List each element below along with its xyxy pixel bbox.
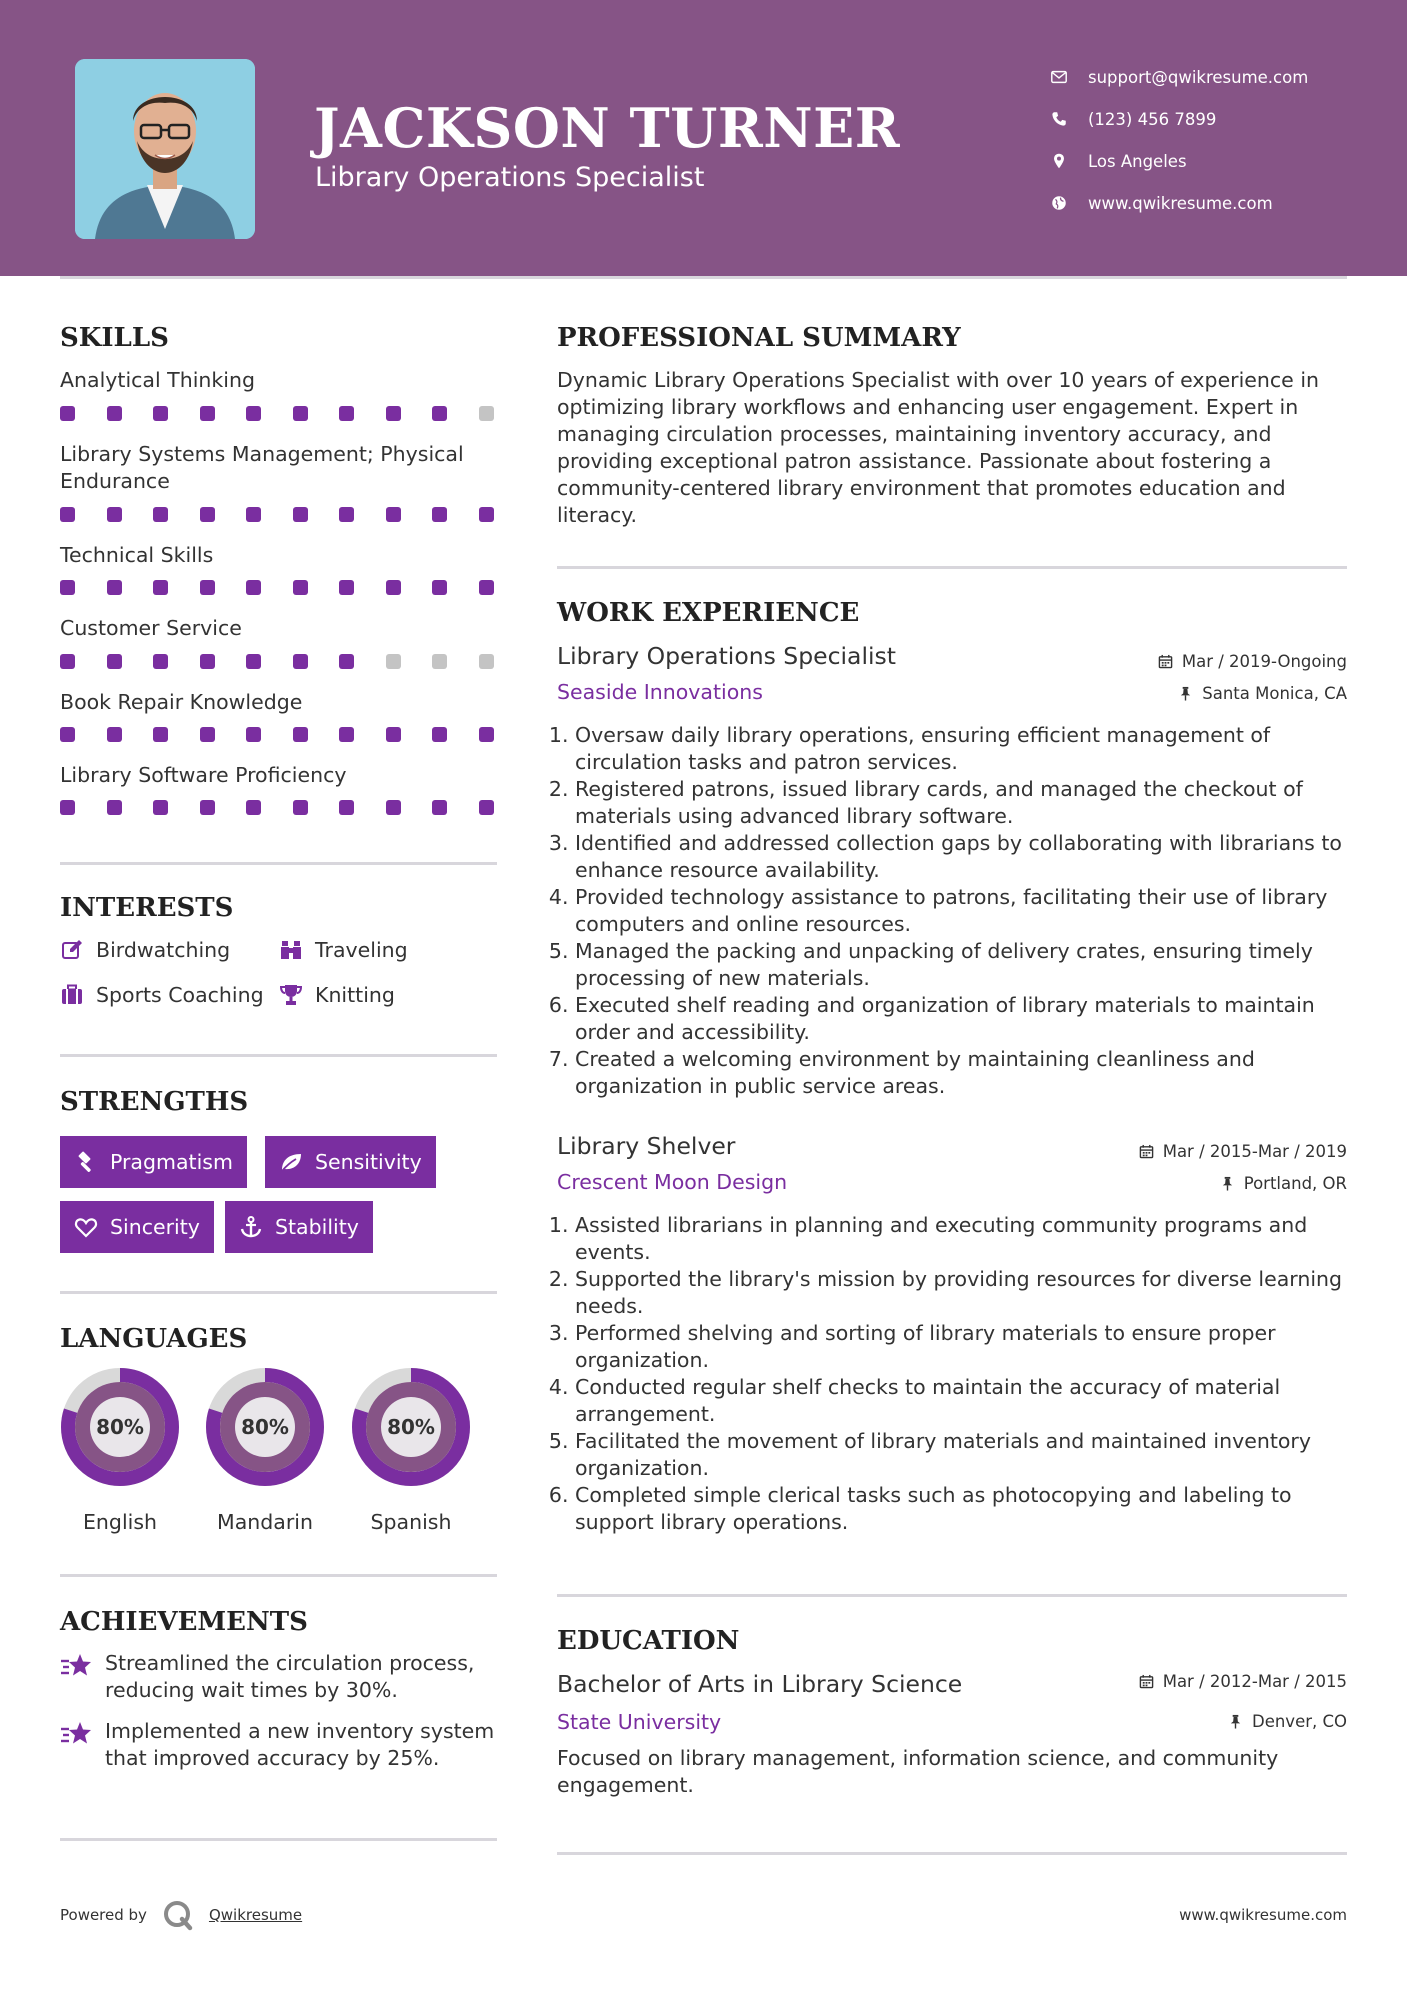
strengths-title: STRENGTHS [60,1087,249,1117]
qwikresume-logo-icon [161,1898,195,1932]
education-location-text: Denver, CO [1251,1712,1347,1731]
rating-dot-filled [432,727,447,742]
rating-dot-filled [339,406,354,421]
rating-dot-filled [293,507,308,522]
rating-dot-filled [386,406,401,421]
language-percent: 80% [387,1415,435,1439]
language-item [350,1366,472,1534]
job-location-text: Santa Monica, CA [1202,684,1347,703]
rating-dot-filled [60,654,75,669]
job-dates-text: Mar / 2019-Ongoing [1181,652,1347,671]
interest-item [279,938,408,962]
duty-item: 1. Oversaw daily library operations, ensuring efficient management of circulation tasks and patron services. [575,722,1345,776]
strengths-divider [60,1291,497,1294]
duty-item: 2. Supported the library's mission by providing resources for diverse learning needs. [575,1266,1345,1320]
rating-dot-filled [153,580,168,595]
skill-rating [60,654,525,669]
skill-name: Customer Service [60,616,242,640]
education-location [1228,1712,1347,1731]
job-duties [575,1212,1345,1536]
trophy-icon [279,983,303,1007]
rating-dot-filled [153,406,168,421]
footer-website[interactable]: www.qwikresume.com [1179,1906,1347,1924]
language-name: Spanish [370,1510,452,1534]
duty-item: 4. Provided technology assistance to patrons, facilitating their use of library computers and online resources. [575,884,1345,938]
rating-dot-filled [432,800,447,815]
duty-item: 4. Conducted regular shelf checks to maintain the accuracy of material arrangement. [575,1374,1345,1428]
education-school: State University [557,1710,722,1734]
duty-item: 6. Executed shelf reading and organization of library materials to maintain order and accessibility. [575,992,1345,1046]
rating-dot-filled [386,800,401,815]
contact-location-text: Los Angeles [1088,151,1187,171]
job-title: Library Operations Specialist [557,642,896,670]
strength-tag [225,1201,373,1253]
rating-dot-filled [246,654,261,669]
interest-item [60,938,230,962]
rating-dot-filled [200,507,215,522]
language-ring [59,1366,181,1488]
skill-rating [60,800,525,815]
skill-name: Library Systems Management; Physical Endurance [60,442,464,493]
contact-location [1050,140,1308,182]
contact-website-text: www.qwikresume.com [1088,193,1273,213]
strength-tag [60,1201,214,1253]
job-company: Seaside Innovations [557,680,763,704]
skill-name: Technical Skills [60,543,214,567]
interest-label: Birdwatching [96,938,231,962]
job-dates [1139,1142,1347,1161]
rating-dot-filled [153,727,168,742]
rating-dot-filled [246,507,261,522]
rating-dot-filled [246,800,261,815]
candidate-role: Library Operations Specialist [315,162,705,193]
interests-title: INTERESTS [60,893,234,923]
rating-dot-filled [479,727,494,742]
skill-rating [60,507,525,522]
duty-item: 3. Performed shelving and sorting of library materials to ensure proper organization. [575,1320,1345,1374]
profile-photo [75,59,255,239]
job-dates [1158,652,1347,671]
achievement-text: Implemented a new inventory system that improved accuracy by 25%. [105,1719,495,1770]
rating-dot-filled [293,580,308,595]
rating-dot-filled [293,800,308,815]
rating-dot-filled [386,580,401,595]
summary-title: PROFESSIONAL SUMMARY [557,323,961,353]
achievements-divider [60,1838,497,1841]
rating-dot-filled [479,580,494,595]
rating-dot-filled [200,654,215,669]
rating-dot-filled [60,580,75,595]
strength-tag [265,1136,436,1188]
footer-powered-by [60,1898,302,1932]
briefcase-icon [60,983,84,1007]
pushpin-icon [1178,686,1193,701]
experience-divider [557,1594,1347,1597]
job-dates-text: Mar / 2015-Mar / 2019 [1162,1142,1347,1161]
rating-dot-filled [107,580,122,595]
contact-phone-text: (123) 456 7899 [1088,109,1217,129]
rating-dot-filled [339,507,354,522]
education-degree: Bachelor of Arts in Library Science [557,1670,963,1698]
experience-title: WORK EXPERIENCE [557,598,860,628]
rating-dot-filled [107,507,122,522]
skill-rating [60,727,525,742]
interest-label: Sports Coaching [96,983,264,1007]
contact-email-text: support@qwikresume.com [1088,67,1309,87]
languages-divider [60,1574,497,1577]
strength-label: Stability [275,1215,359,1239]
achievement-text: Streamlined the circulation process, reducing wait times by 30%. [105,1651,475,1702]
rating-dot-filled [293,406,308,421]
calendar-icon [1158,654,1173,669]
qwikresume-link[interactable]: Qwikresume [208,1906,303,1924]
resume-header [0,0,1407,276]
languages-title: LANGUAGES [60,1324,248,1354]
rating-dot-filled [200,580,215,595]
anchor-icon [239,1215,263,1239]
education-divider [557,1852,1347,1855]
rating-dot-filled [200,800,215,815]
rating-dot-empty [479,406,494,421]
globe-icon [1050,194,1068,212]
job-location-text: Portland, OR [1243,1174,1347,1193]
strength-label: Sensitivity [315,1150,422,1174]
binoculars-icon [279,938,303,962]
shooting-star-icon [60,1720,92,1748]
rating-dot-filled [246,580,261,595]
candidate-name: JACKSON TURNER [314,96,901,160]
rating-dot-filled [200,727,215,742]
rating-dot-filled [60,406,75,421]
job-duties [575,722,1345,1100]
envelope-icon [1050,68,1068,86]
interests-divider [60,1054,497,1057]
rating-dot-filled [60,507,75,522]
language-name: English [82,1510,158,1534]
interest-item [279,983,395,1007]
rating-dot-filled [60,727,75,742]
strength-tag [60,1136,247,1188]
skill-rating [60,580,525,595]
rating-dot-filled [386,727,401,742]
heart-icon [74,1215,98,1239]
skill-name: Library Software Proficiency [60,763,347,787]
rating-dot-filled [339,727,354,742]
duty-item: 6. Completed simple clerical tasks such as photocopying and labeling to support library operations. [575,1482,1345,1536]
strength-label: Pragmatism [110,1150,233,1174]
rating-dot-filled [246,727,261,742]
rating-dot-filled [339,800,354,815]
summary-text: Dynamic Library Operations Specialist with over 10 years of experience in optimizing library workflows and enhancing user engagement. Expert in managing circulation processes, maintaining inventory accuracy, and providing exceptional patron assistance. Passionate about fostering a community-centered library environment that promotes education and literacy. [557,368,1320,527]
duty-item: 2. Registered patrons, issued library cards, and managed the checkout of materials using advanced library software. [575,776,1345,830]
skill-rating [60,406,525,421]
achievements-title: ACHIEVEMENTS [60,1607,308,1637]
pushpin-icon [1220,1176,1235,1191]
rating-dot-filled [60,800,75,815]
contact-email[interactable] [1050,56,1308,98]
language-item [204,1366,326,1534]
duty-item: 5. Managed the packing and unpacking of delivery crates, ensuring timely processing of new materials. [575,938,1345,992]
skills-title: SKILLS [60,323,169,353]
rating-dot-empty [432,654,447,669]
rating-dot-filled [107,800,122,815]
rating-dot-filled [339,654,354,669]
language-ring [204,1366,326,1488]
skills-divider [60,862,497,865]
skill-name: Book Repair Knowledge [60,690,303,714]
language-percent: 80% [96,1415,144,1439]
duty-item: 7. Created a welcoming environment by maintaining cleanliness and organization in public service areas. [575,1046,1345,1100]
pushpin-icon [1228,1714,1243,1729]
rating-dot-filled [432,507,447,522]
duty-item: 1. Assisted librarians in planning and executing community programs and events. [575,1212,1345,1266]
calendar-icon [1139,1674,1154,1689]
interest-item [60,983,264,1007]
achievement-item [60,1718,505,1772]
rating-dot-filled [107,727,122,742]
duty-item: 5. Facilitated the movement of library materials and maintained inventory organization. [575,1428,1345,1482]
gavel-icon [74,1150,98,1174]
pencil-square-icon [60,938,84,962]
rating-dot-empty [386,654,401,669]
language-ring [350,1366,472,1488]
rating-dot-filled [153,507,168,522]
header-divider [60,276,1347,279]
map-marker-icon [1050,152,1068,170]
job-title: Library Shelver [557,1132,736,1160]
interest-label: Knitting [315,983,395,1007]
interest-label: Traveling [315,938,408,962]
rating-dot-filled [386,507,401,522]
powered-by-text: Powered by [60,1906,147,1924]
rating-dot-filled [293,654,308,669]
contact-phone[interactable] [1050,98,1308,140]
job-location [1220,1174,1347,1193]
duty-item: 3. Identified and addressed collection gaps by collaborating with librarians to enhance resource availability. [575,830,1345,884]
contact-info [1050,56,1308,224]
strength-label: Sincerity [110,1215,200,1239]
rating-dot-filled [107,654,122,669]
education-title: EDUCATION [557,1626,740,1656]
rating-dot-filled [153,800,168,815]
education-dates [1139,1672,1347,1691]
contact-website[interactable] [1050,182,1308,224]
rating-dot-filled [432,580,447,595]
language-name: Mandarin [217,1510,313,1534]
calendar-icon [1139,1144,1154,1159]
rating-dot-filled [479,507,494,522]
achievement-item [60,1650,505,1704]
leaf-icon [279,1150,303,1174]
rating-dot-filled [246,406,261,421]
education-description: Focused on library management, information science, and community engagement. [557,1746,1279,1797]
rating-dot-filled [153,654,168,669]
rating-dot-filled [432,406,447,421]
rating-dot-filled [293,727,308,742]
rating-dot-filled [479,800,494,815]
rating-dot-filled [107,406,122,421]
rating-dot-empty [479,654,494,669]
phone-icon [1050,110,1068,128]
shooting-star-icon [60,1652,92,1680]
skill-name: Analytical Thinking [60,368,255,392]
rating-dot-filled [200,406,215,421]
language-item [59,1366,181,1534]
summary-divider [557,566,1347,569]
rating-dot-filled [339,580,354,595]
job-company: Crescent Moon Design [557,1170,788,1194]
language-percent: 80% [241,1415,289,1439]
job-location [1178,684,1347,703]
education-dates-text: Mar / 2012-Mar / 2015 [1162,1672,1347,1691]
